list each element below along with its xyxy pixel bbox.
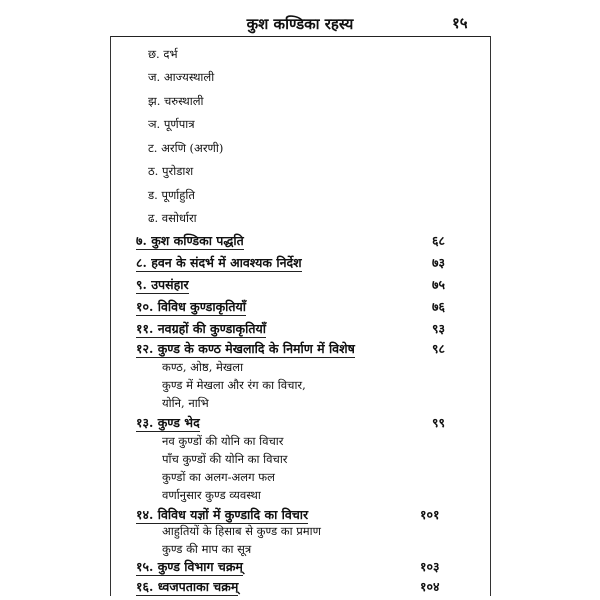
toc-subitem: आहुतियों के हिसाब से कुण्ड का प्रमाण: [162, 524, 321, 538]
toc-subitem: ड. पूर्णाहुति: [148, 188, 195, 202]
toc-subitem: नव कुण्डों की योनि का विचार: [162, 434, 284, 448]
toc-entry-15: १५. कुण्ड विभाग चक्रम्: [136, 559, 243, 574]
toc-page-14: १०१: [420, 507, 440, 522]
left-margin-rule: [110, 36, 111, 596]
toc-entry-7: ७. कुश कण्डिका पद्धति: [136, 233, 244, 248]
toc-subitem: योनि, नाभि: [162, 396, 209, 410]
toc-subitem: ढ. वसोर्धारा: [148, 211, 197, 225]
toc-subitem: वर्णानुसार कुण्ड व्यवस्था: [162, 488, 261, 502]
toc-entry-8: ८. हवन के संदर्भ में आवश्यक निर्देश: [136, 255, 302, 270]
toc-subitem: कुण्डों का अलग-अलग फल: [162, 470, 275, 484]
running-title: कुश कण्डिका रहस्य: [246, 15, 354, 33]
toc-entry-13: १३. कुण्ड भेद: [136, 415, 200, 430]
toc-page-13: ९९: [432, 415, 446, 430]
toc-subitem: झ. चरुस्थाली: [148, 94, 204, 108]
toc-page-15: १०३: [420, 559, 440, 574]
toc-subitem: ट. अरणि (अरणी): [148, 141, 224, 155]
toc-subitem: ठ. पुरोडाश: [148, 164, 194, 178]
toc-page-9: ७५: [432, 277, 446, 292]
toc-entry-14: १४. विविध यज्ञों में कुण्डादि का विचार: [136, 507, 309, 522]
page-header: [110, 10, 490, 37]
page-number: १५: [452, 14, 468, 32]
toc-page-16: १०४: [420, 579, 440, 594]
toc-entry-16: १६. ध्वजपताका चक्रम्: [136, 579, 239, 594]
toc-entry-9: ९. उपसंहार: [136, 277, 189, 292]
toc-entry-10: १०. विविध कुण्डाकृतियाँ: [136, 299, 247, 314]
toc-subitem: कुण्ड की माप का सूत्र: [162, 542, 252, 556]
toc-page-8: ७३: [432, 255, 446, 270]
toc-subitem: ज. आज्यस्थाली: [148, 70, 215, 84]
toc-entry-12: १२. कुण्ड के कण्ठ मेखलादि के निर्माण में विशेष: [136, 341, 355, 356]
toc-subitem: कण्ठ, ओष्ठ, मेखला: [162, 360, 244, 374]
toc-subitem: छ. दर्भ: [148, 47, 178, 61]
toc-page-10: ७६: [432, 299, 446, 314]
toc-entry-11: ११. नवग्रहों की कुण्डाकृतियाँ: [136, 321, 266, 336]
toc-page-7: ६८: [432, 233, 446, 248]
toc-page-11: ९३: [432, 321, 446, 336]
toc-subitem: पाँच कुण्डों की योनि का विचार: [162, 452, 288, 466]
right-margin-rule: [490, 36, 491, 596]
toc-subitem: ञ. पूर्णपात्र: [148, 117, 195, 131]
toc-subitem: कुण्ड में मेखला और रंग का विचार,: [162, 378, 306, 392]
toc-page-12: ९८: [432, 341, 446, 356]
